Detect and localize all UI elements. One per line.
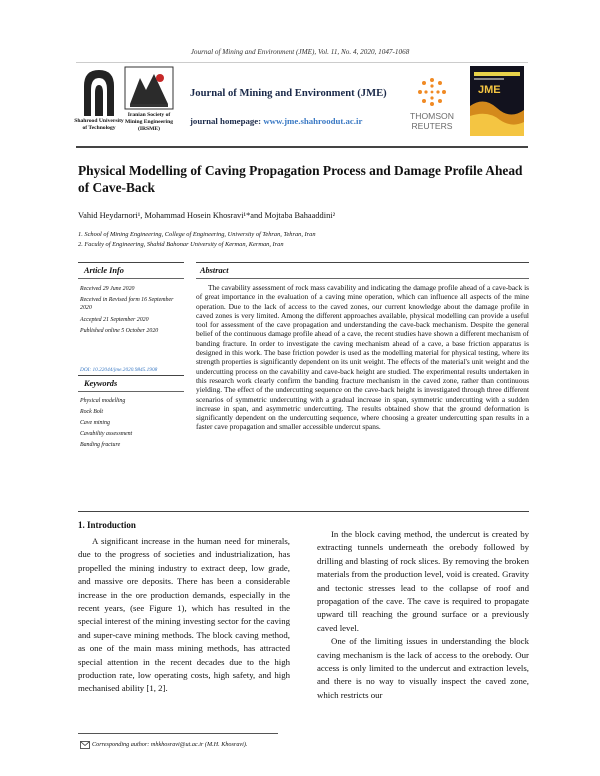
intro-right-column	[317, 528, 529, 702]
journal-title: Journal of Mining and Environment (JME)	[190, 88, 387, 99]
intro-paragraph: One of the limiting issues in understanding the block caving mechanism is the lack of access to the orebody. Our access is only limited to the undercut and extraction levels, and there is no way to visually inspect the caved zone, which restricts our	[317, 636, 529, 700]
university-logo-caption: Shahrood University of Technology	[74, 118, 124, 131]
doi-link[interactable]: DOI: 10.22044/jme.2020.9845.1908	[80, 367, 158, 373]
keywords-top-rule	[78, 375, 184, 376]
journal-cover-image	[470, 66, 524, 136]
abstract-mid-rule	[196, 278, 529, 279]
running-header: Journal of Mining and Environment (JME), Vol. 11, No. 4, 2020, 1047-1068	[190, 48, 410, 56]
abstract-top-rule	[196, 262, 529, 263]
thomson-reuters-logo: THOMSON REUTERS	[410, 111, 454, 131]
cover-art	[470, 66, 524, 136]
header-bottom-rule	[76, 146, 528, 148]
header-top-rule	[76, 62, 528, 63]
abstract-heading: Abstract	[200, 266, 229, 275]
journal-homepage	[190, 116, 362, 126]
intro-paragraph: In the block caving method, the undercut is created by extracting tunnels underneath the orebody followed by drilling and blasting of rock slices. By removing the broken materials from the production level, void is created. Gravity and tectonic stresses lead to the collapse of roof and propagation of the cave. The cave is required to propagate upward till reaching the ground surface or a previously caved level.	[317, 529, 529, 633]
abstract-text: The cavability assessment of rock mass cavability and indicating the damage profile ahead of a cave-back is of great importance in the evaluation of a caving mine operation, which can influence all aspects of the mine operation. Due to the lack of access to the caved zones, our current knowledge about the damage profile in caved zones is very limited. Among the different approaches available, physical modelling can provide a useful tool for assessment of the cave propagation and understanding the cave-back mechanism. Despite the general belief of the continuous damage profile ahead of a cave, the recent studies have shown a different mechanism of banding fracture. In order to investigate the caving mechanism ahead of a cave, a base friction apparatus is designed in this work. The base friction powder is used as the modelling material for physical testing, where its strength properties is significantly dependent on its unit weight. The effects of the material's unit weight and the undercutting process on the cavability and cave-back height are studied. The experimental results undertaken in this research work clearly confirm the banding fracture mechanism in the caved zone, rather than continuous yielding. The effect of the undercutting sequence on the cave-back height is investigated through three different scenarios of symmetric undercutting with a gradual increase in span, symmetric undercutting with a sudden increase in span, and asymmetric undercutting. The results obtained show that the ground deformation is significantly dependent on the undercutting sequence, where choosing a greater undercutting span results in a faster cave propagation and smaller accessible undercut spans.	[196, 283, 529, 432]
keyword-item: Cave mining	[80, 420, 110, 426]
keyword-item: Physical modelling	[80, 398, 126, 404]
email-envelope-icon	[80, 741, 90, 749]
introduction-heading: 1. Introduction	[78, 520, 136, 530]
corresponding-author: Corresponding author: mhkhosravi@ut.ac.ir (M.H. Khosravi).	[92, 741, 248, 748]
university-logo	[80, 66, 118, 116]
article-info-top-rule	[78, 262, 184, 263]
keywords-mid-rule	[78, 391, 184, 392]
authors: Vahid Heydarnori¹, Mohammad Hosein Khosravi¹*and Mojtaba Bahaaddini²	[78, 211, 336, 220]
front-matter-bottom-rule	[78, 511, 529, 512]
footnote-rule	[78, 733, 278, 734]
article-info-mid-rule	[78, 278, 184, 279]
homepage-link[interactable]: www.jme.shahroodut.ac.ir	[263, 116, 363, 126]
irsme-logo	[124, 66, 174, 110]
affiliation-1: 1. School of Mining Engineering, College of Engineering, University of Tehran, Tehran, Iran	[78, 231, 316, 238]
cover-title: JME	[478, 84, 501, 96]
paper-title: Physical Modelling of Caving Propagation Process and Damage Profile Ahead of Cave-Back	[78, 163, 523, 195]
intro-left-column	[78, 535, 290, 696]
published-date: Published online 5 October 2020	[80, 328, 159, 334]
received-date: Received 29 June 2020	[80, 286, 135, 292]
homepage-label: journal homepage:	[190, 116, 262, 126]
article-info-heading: Article Info	[84, 266, 124, 275]
revised-date: Received in Revised form 16 September 2020	[80, 297, 174, 311]
keyword-item: Cavability assessment	[80, 431, 133, 437]
thomson-reuters-icon	[416, 76, 448, 108]
accepted-date: Accepted 21 September 2020	[80, 317, 149, 323]
keyword-item: Banding fracture	[80, 442, 121, 448]
intro-paragraph: A significant increase in the human need for minerals, due to the progress of societies and industrialization, has propelled the mining industry to extract deep, low grade, and massive ore deposits. There has been a considerable increase in the ore production demands, especially in the recent years, (see Figure 1), which has resulted in the special interest of the mining investing sector for the caving and super-cave mining methods. The block caving method, as one of the main mass mining methods, has attracted special attention in the recent decades due to the high production rate, low operating costs, high safety, and high mechanised ability [1, 2].	[78, 536, 290, 694]
irsme-logo-caption: Iranian Society of Mining Engineering (IRSME)	[124, 112, 174, 132]
keyword-item: Rock Bolt	[80, 409, 104, 415]
affiliation-2: 2. Faculty of Engineering, Shahid Bahonar University of Kerman, Kerman, Iran	[78, 241, 284, 248]
keywords-heading: Keywords	[84, 379, 118, 388]
